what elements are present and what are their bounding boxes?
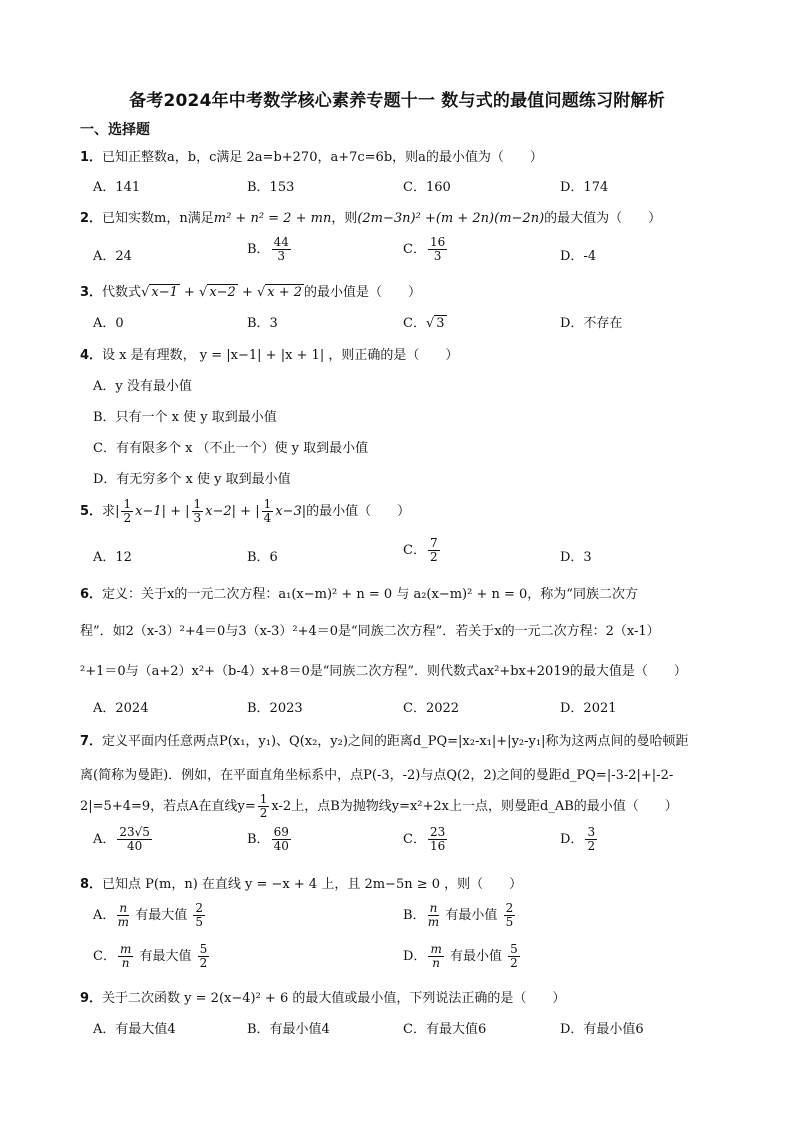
option-a: A．12 — [93, 550, 132, 565]
fraction-half: $\frac{1}{2}$ — [259, 792, 268, 821]
radicand: 3 — [436, 316, 445, 331]
numerator: 16 — [429, 235, 446, 249]
question-4 — [80, 344, 458, 363]
option-b: B．6 — [247, 550, 278, 565]
question-7-line-2: 离(简称为曼距)．例如，在平面直角坐标系中，点P(-3，-2)与点Q(2，2)之间的曼距d_PQ=|-3-2|+|-2- — [80, 768, 674, 783]
fraction — [428, 537, 440, 564]
fraction-quarter: $\frac{1}{4}$ — [263, 497, 272, 526]
option-b: B．153 — [247, 180, 295, 195]
equation: m² + n² = 2 + mn — [213, 211, 332, 226]
option-a: A．24 — [93, 249, 132, 264]
option-label: D． — [403, 949, 427, 965]
numerator: 69 — [273, 825, 289, 839]
question-2 — [80, 207, 661, 226]
numerator: 23√5 — [119, 825, 150, 839]
option-label: D． — [560, 832, 584, 848]
option-c: C．2022 — [403, 701, 460, 716]
option-d: D．有最小值6 — [560, 1022, 644, 1037]
option-label: A． — [93, 832, 116, 848]
option-b: B．2023 — [247, 701, 303, 716]
question-number: 6． — [80, 587, 103, 602]
question-number: 5． — [80, 504, 103, 520]
option-label: B． — [403, 908, 426, 924]
question-9 — [80, 987, 565, 1006]
question-5: 5．求| $\frac{1}{2}$ x−1| + | $\frac{1}{3}$ x−2| + | $\frac{1}{4}$ x−3|的最小值（ ） — [80, 497, 411, 526]
option-text: 有最大值 — [135, 949, 196, 965]
page-title: 备考2024年中考数学核心素养专题十一 数与式的最值问题练习附解析 — [129, 91, 665, 111]
option-label: B． — [247, 242, 270, 258]
question-number: 3． — [80, 285, 103, 300]
option-c: C．√ 3 — [403, 316, 445, 331]
question-text: 已知点 P(m，n) 在直线 y = −x + 4 上，且 2m−5n ≥ 0 ，则（ ） — [102, 877, 523, 892]
question-text: x-2上，点B为抛物线y=x²+2x上一点，则曼距d_AB的最小值（ ） — [271, 799, 678, 815]
expression: x−1| + | — [135, 504, 190, 520]
expression: (2m−3n)² +(m + 2n)(m−2n) — [357, 211, 545, 226]
option-label: C． — [403, 316, 426, 331]
question-text: 定义平面内任意两点P(x₁，y₁)、Q(x₂，y₂)之间的距离d_PQ=|x₂-x₁|+|y₂-y₁|称为这两点间的曼哈顿距 — [102, 734, 689, 749]
denominator: 2 — [429, 550, 438, 565]
option-a — [93, 902, 207, 929]
option-label: A． — [93, 908, 116, 924]
option-d — [403, 943, 522, 970]
question-text: 定义：关于x的一元二次方程：a₁(x−m)² + n = 0 与 a₂(x−m)² + n = 0，称为“同族二次方 — [102, 587, 638, 602]
question-number: 2． — [80, 211, 103, 226]
question-6-line-3: ²+1＝0与（a+2）x²+（b-4）x+8＝0是“同族二次方程”．则代数式ax²+bx+2019的最大值是（ ） — [80, 664, 687, 679]
option-c — [403, 236, 449, 263]
radicand: x−1 — [151, 285, 178, 300]
question-6-line-2: 程”．如2（x-3）²+4＝0与3（x-3）²+4＝0是“同族二次方程”．若关于x的一元二次方程：2（x-1） — [80, 624, 660, 639]
option-label: B． — [247, 832, 270, 848]
option-d: D．-4 — [560, 249, 597, 264]
fraction-half: $\frac{1}{2}$ — [123, 497, 132, 526]
denominator: 2 — [587, 839, 596, 854]
numerator: 44 — [273, 235, 289, 249]
section-heading: 一、选择题 — [80, 122, 150, 138]
option-a: A．2024 — [93, 701, 149, 716]
denominator: 3 — [433, 249, 442, 264]
question-text: 的最小值是（ ） — [304, 285, 422, 300]
option-b: B．3 — [247, 316, 278, 331]
denominator: 3 — [277, 249, 286, 264]
question-3: 3．代数式√ x−1 + √ x−2 + √ x + 2 的最小值是（ ） — [80, 285, 422, 300]
option-d: D．3 — [560, 550, 592, 565]
fraction — [117, 826, 152, 853]
fraction-m-over-n: $\frac{m}{n}$ — [430, 942, 442, 971]
option-b: B．有最小值4 — [247, 1022, 330, 1037]
question-number: 1． — [80, 150, 103, 165]
option-c: C．160 — [403, 180, 451, 195]
option-label: C． — [403, 832, 426, 848]
fraction — [272, 826, 291, 853]
option-c: C．有有限多个 x （不止一个）使 y 取到最小值 — [93, 441, 369, 456]
denominator: 40 — [273, 839, 289, 854]
option-text: 有最大值 — [131, 908, 192, 924]
question-6-line-1 — [80, 583, 638, 602]
option-label: C． — [403, 242, 426, 258]
numerator: 7 — [429, 536, 438, 550]
option-b: B．只有一个 x 使 y 取到最小值 — [93, 410, 277, 425]
question-text: 的最大值为（ ） — [544, 211, 662, 226]
question-text: 2|=5+4=9，若点A在直线y= — [80, 799, 256, 815]
option-a: A．y 没有最小值 — [93, 379, 192, 394]
numerator: 3 — [587, 825, 596, 839]
question-text: 已知正整数a，b，c满足 2a=b+270，a+7c=6b，则a的最小值为（ ） — [102, 150, 543, 165]
question-8 — [80, 873, 522, 892]
question-number: 7． — [80, 734, 103, 749]
fraction — [272, 236, 291, 263]
question-text: 关于二次函数 y = 2(x−4)² + 6 的最大值或最小值，下列说法正确的是（ ） — [102, 991, 566, 1006]
question-number: 8． — [80, 877, 103, 892]
option-b — [247, 826, 293, 853]
question-number: 4． — [80, 348, 103, 363]
question-text: 代数式 — [102, 285, 142, 300]
option-b — [247, 236, 293, 263]
numerator: 23 — [429, 825, 446, 839]
option-d — [560, 826, 599, 853]
denominator: 16 — [429, 839, 446, 854]
option-a: A．有最大值4 — [93, 1022, 176, 1037]
option-d: D．2021 — [560, 701, 617, 716]
question-text: 已知实数m，n满足 — [102, 211, 214, 226]
fraction-two-fifths: $\frac{2}{5}$ — [505, 901, 514, 930]
option-d: D．有无穷多个 x 使 y 取到最小值 — [93, 472, 291, 487]
fraction-n-over-m: $\frac{n}{m}$ — [117, 901, 129, 930]
fraction-m-over-n: $\frac{m}{n}$ — [119, 942, 132, 971]
option-c — [403, 826, 449, 853]
option-c — [403, 537, 442, 564]
fraction-five-halves: $\frac{5}{2}$ — [199, 942, 208, 971]
expression: x−2| + | — [205, 504, 260, 520]
fraction-n-over-m: $\frac{n}{m}$ — [427, 901, 440, 930]
radicand: x + 2 — [267, 285, 303, 300]
fraction — [428, 826, 447, 853]
option-b — [403, 902, 517, 929]
fraction-five-halves: $\frac{5}{2}$ — [510, 942, 518, 971]
question-7-line-3 — [80, 793, 678, 820]
fraction-third: $\frac{1}{3}$ — [193, 497, 202, 526]
question-text: 设 x 是有理数， y = |x−1| + |x + 1| ，则正确的是（ ） — [102, 348, 459, 363]
expression: x−3| — [275, 504, 307, 520]
option-text: 有最小值 — [445, 949, 507, 965]
option-label: C． — [93, 949, 116, 965]
question-text: 求 — [102, 504, 116, 520]
option-d: D．不存在 — [560, 316, 623, 331]
option-text: 有最小值 — [441, 908, 502, 924]
fraction — [428, 236, 447, 263]
question-number: 9． — [80, 991, 103, 1006]
question-1 — [80, 146, 543, 165]
option-d: D．174 — [560, 180, 609, 195]
fraction-two-fifths: $\frac{2}{5}$ — [195, 901, 204, 930]
fraction — [585, 826, 597, 853]
question-text: 的最小值（ ） — [306, 504, 411, 520]
option-a: A．141 — [93, 180, 141, 195]
question-text: ，则 — [331, 211, 358, 226]
question-7-line-1 — [80, 730, 688, 749]
option-c — [93, 943, 211, 970]
option-label: C． — [403, 543, 426, 559]
option-a: A．0 — [93, 316, 124, 331]
option-a — [93, 826, 154, 853]
option-c: C．有最大值6 — [403, 1022, 487, 1037]
denominator: 40 — [127, 839, 143, 854]
radicand: x−2 — [209, 285, 236, 300]
